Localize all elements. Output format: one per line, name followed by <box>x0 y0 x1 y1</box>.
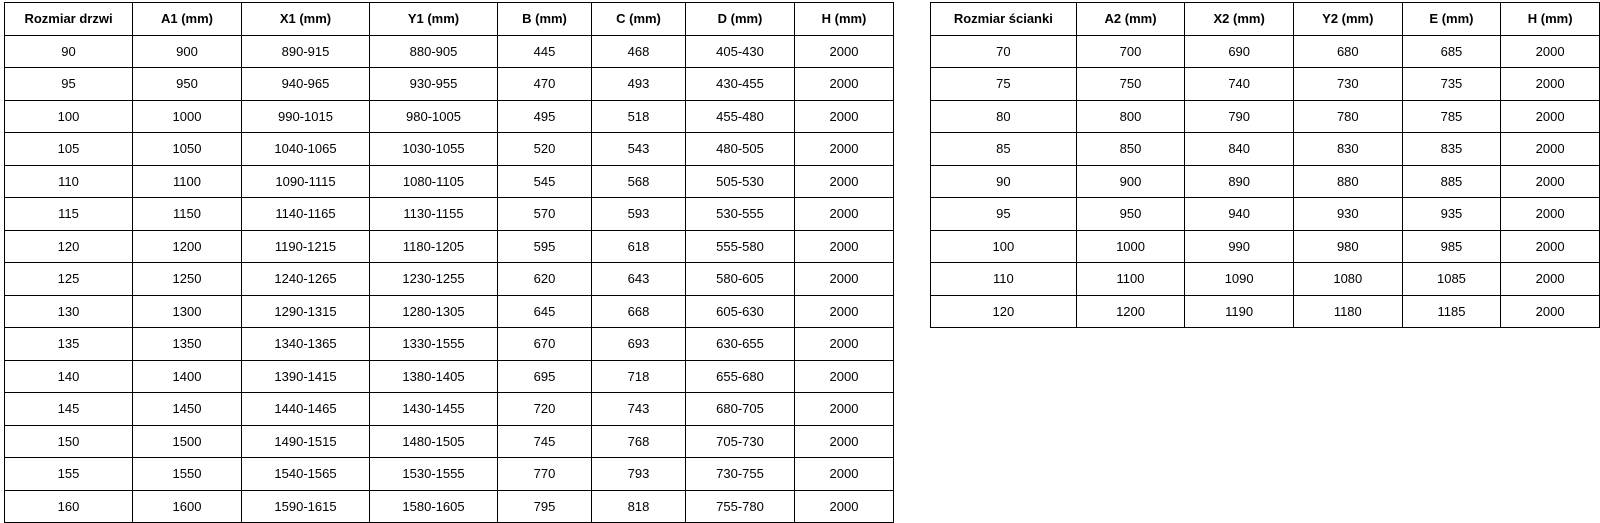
table-row <box>5 458 894 491</box>
table-cell: 1190-1215 <box>242 230 370 263</box>
table-cell: 840 <box>1185 133 1294 166</box>
table-cell: 2000 <box>795 100 894 133</box>
table-cell: 940 <box>1185 198 1294 231</box>
table-cell: 1580-1605 <box>370 490 498 523</box>
table-cell: 95 <box>5 68 133 101</box>
column-header: H (mm) <box>1501 3 1600 36</box>
table-cell: 2000 <box>795 490 894 523</box>
table-cell: 593 <box>592 198 686 231</box>
table-cell: 645 <box>498 295 592 328</box>
table-cell: 930 <box>1293 198 1402 231</box>
table-cell: 2000 <box>795 425 894 458</box>
doors-table-body <box>5 35 894 523</box>
table-cell: 1390-1415 <box>242 360 370 393</box>
table-cell: 1130-1155 <box>370 198 498 231</box>
table-cell: 930-955 <box>370 68 498 101</box>
table-cell: 468 <box>592 35 686 68</box>
table-row <box>931 68 1600 101</box>
table-cell: 1300 <box>133 295 242 328</box>
table-cell: 980-1005 <box>370 100 498 133</box>
table-cell: 1490-1515 <box>242 425 370 458</box>
table-cell: 1500 <box>133 425 242 458</box>
table-cell: 745 <box>498 425 592 458</box>
table-cell: 1180 <box>1293 295 1402 328</box>
table-cell: 120 <box>931 295 1077 328</box>
table-cell: 2000 <box>1501 263 1600 296</box>
table-row <box>5 198 894 231</box>
table-cell: 518 <box>592 100 686 133</box>
table-cell: 580-605 <box>686 263 795 296</box>
table-cell: 2000 <box>1501 35 1600 68</box>
table-row <box>5 35 894 68</box>
table-cell: 110 <box>931 263 1077 296</box>
table-cell: 1000 <box>1076 230 1185 263</box>
table-cell: 630-655 <box>686 328 795 361</box>
table-cell: 700 <box>1076 35 1185 68</box>
table-cell: 1100 <box>133 165 242 198</box>
table-cell: 1230-1255 <box>370 263 498 296</box>
column-header: E (mm) <box>1402 3 1501 36</box>
column-header: X2 (mm) <box>1185 3 1294 36</box>
table-cell: 795 <box>498 490 592 523</box>
table-cell: 680 <box>1293 35 1402 68</box>
table-cell: 668 <box>592 295 686 328</box>
table-cell: 2000 <box>1501 295 1600 328</box>
table-cell: 1440-1465 <box>242 393 370 426</box>
column-header: Rozmiar ścianki <box>931 3 1077 36</box>
table-row <box>931 230 1600 263</box>
column-header: A2 (mm) <box>1076 3 1185 36</box>
table-cell: 570 <box>498 198 592 231</box>
doors-table-head <box>5 3 894 36</box>
table-cell: 1185 <box>1402 295 1501 328</box>
table-cell: 520 <box>498 133 592 166</box>
table-row <box>931 263 1600 296</box>
table-cell: 693 <box>592 328 686 361</box>
table-row <box>5 490 894 523</box>
column-header: B (mm) <box>498 3 592 36</box>
table-cell: 555-580 <box>686 230 795 263</box>
table-cell: 1000 <box>133 100 242 133</box>
table-cell: 1530-1555 <box>370 458 498 491</box>
column-header: D (mm) <box>686 3 795 36</box>
table-cell: 1190 <box>1185 295 1294 328</box>
table-cell: 1200 <box>133 230 242 263</box>
walls-table-head <box>931 3 1600 36</box>
table-cell: 1290-1315 <box>242 295 370 328</box>
table-cell: 530-555 <box>686 198 795 231</box>
table-row <box>5 133 894 166</box>
table-row <box>5 393 894 426</box>
table-cell: 670 <box>498 328 592 361</box>
table-cell: 1090-1115 <box>242 165 370 198</box>
table-cell: 595 <box>498 230 592 263</box>
walls-table-container <box>930 2 1600 328</box>
table-cell: 2000 <box>795 458 894 491</box>
table-cell: 2000 <box>1501 198 1600 231</box>
table-cell: 900 <box>133 35 242 68</box>
table-cell: 1030-1055 <box>370 133 498 166</box>
table-cell: 1590-1615 <box>242 490 370 523</box>
table-cell: 1080-1105 <box>370 165 498 198</box>
table-row <box>5 100 894 133</box>
table-cell: 455-480 <box>686 100 795 133</box>
table-cell: 505-530 <box>686 165 795 198</box>
table-cell: 1400 <box>133 360 242 393</box>
table-cell: 120 <box>5 230 133 263</box>
table-cell: 950 <box>1076 198 1185 231</box>
table-cell: 935 <box>1402 198 1501 231</box>
table-cell: 2000 <box>795 230 894 263</box>
table-cell: 695 <box>498 360 592 393</box>
table-cell: 718 <box>592 360 686 393</box>
table-cell: 1240-1265 <box>242 263 370 296</box>
table-cell: 890-915 <box>242 35 370 68</box>
table-cell: 1090 <box>1185 263 1294 296</box>
table-cell: 800 <box>1076 100 1185 133</box>
table-cell: 1450 <box>133 393 242 426</box>
table-cell: 620 <box>498 263 592 296</box>
table-cell: 1200 <box>1076 295 1185 328</box>
table-cell: 950 <box>133 68 242 101</box>
table-cell: 2000 <box>795 133 894 166</box>
table-cell: 655-680 <box>686 360 795 393</box>
table-cell: 740 <box>1185 68 1294 101</box>
table-cell: 445 <box>498 35 592 68</box>
table-cell: 793 <box>592 458 686 491</box>
table-cell: 835 <box>1402 133 1501 166</box>
walls-dimensions-table <box>930 2 1600 328</box>
table-cell: 730-755 <box>686 458 795 491</box>
table-cell: 880 <box>1293 165 1402 198</box>
column-header: H (mm) <box>795 3 894 36</box>
table-cell: 730 <box>1293 68 1402 101</box>
table-cell: 568 <box>592 165 686 198</box>
column-header: A1 (mm) <box>133 3 242 36</box>
table-cell: 90 <box>931 165 1077 198</box>
doors-dimensions-table <box>4 2 894 523</box>
table-cell: 145 <box>5 393 133 426</box>
table-cell: 685 <box>1402 35 1501 68</box>
table-cell: 1600 <box>133 490 242 523</box>
table-cell: 1180-1205 <box>370 230 498 263</box>
table-cell: 1250 <box>133 263 242 296</box>
table-row <box>5 165 894 198</box>
table-cell: 1350 <box>133 328 242 361</box>
table-cell: 850 <box>1076 133 1185 166</box>
table-cell: 618 <box>592 230 686 263</box>
table-cell: 1380-1405 <box>370 360 498 393</box>
table-cell: 990-1015 <box>242 100 370 133</box>
table-cell: 495 <box>498 100 592 133</box>
table-cell: 1540-1565 <box>242 458 370 491</box>
table-cell: 890 <box>1185 165 1294 198</box>
table-cell: 720 <box>498 393 592 426</box>
table-cell: 493 <box>592 68 686 101</box>
table-cell: 940-965 <box>242 68 370 101</box>
table-cell: 130 <box>5 295 133 328</box>
table-cell: 690 <box>1185 35 1294 68</box>
table-cell: 1550 <box>133 458 242 491</box>
table-cell: 1100 <box>1076 263 1185 296</box>
table-cell: 80 <box>931 100 1077 133</box>
table-cell: 643 <box>592 263 686 296</box>
table-cell: 2000 <box>795 328 894 361</box>
doors-table-container <box>4 2 894 523</box>
table-row <box>5 263 894 296</box>
column-header: X1 (mm) <box>242 3 370 36</box>
table-cell: 990 <box>1185 230 1294 263</box>
table-cell: 405-430 <box>686 35 795 68</box>
table-cell: 430-455 <box>686 68 795 101</box>
table-cell: 85 <box>931 133 1077 166</box>
table-cell: 2000 <box>1501 100 1600 133</box>
table-cell: 100 <box>931 230 1077 263</box>
table-cell: 705-730 <box>686 425 795 458</box>
table-cell: 1140-1165 <box>242 198 370 231</box>
table-cell: 543 <box>592 133 686 166</box>
table-cell: 830 <box>1293 133 1402 166</box>
table-cell: 755-780 <box>686 490 795 523</box>
table-cell: 75 <box>931 68 1077 101</box>
table-cell: 2000 <box>795 263 894 296</box>
table-cell: 2000 <box>795 198 894 231</box>
table-cell: 95 <box>931 198 1077 231</box>
table-cell: 1050 <box>133 133 242 166</box>
table-row <box>5 230 894 263</box>
table-row <box>5 360 894 393</box>
table-cell: 2000 <box>795 68 894 101</box>
table-cell: 1280-1305 <box>370 295 498 328</box>
table-cell: 2000 <box>795 165 894 198</box>
table-header-row <box>931 3 1600 36</box>
table-cell: 1040-1065 <box>242 133 370 166</box>
table-cell: 90 <box>5 35 133 68</box>
table-cell: 735 <box>1402 68 1501 101</box>
table-row <box>931 198 1600 231</box>
table-cell: 785 <box>1402 100 1501 133</box>
table-cell: 110 <box>5 165 133 198</box>
table-cell: 1340-1365 <box>242 328 370 361</box>
table-cell: 105 <box>5 133 133 166</box>
table-cell: 770 <box>498 458 592 491</box>
column-header: Rozmiar drzwi <box>5 3 133 36</box>
table-cell: 818 <box>592 490 686 523</box>
table-cell: 605-630 <box>686 295 795 328</box>
table-cell: 140 <box>5 360 133 393</box>
table-cell: 480-505 <box>686 133 795 166</box>
table-cell: 1085 <box>1402 263 1501 296</box>
table-cell: 135 <box>5 328 133 361</box>
table-row <box>931 100 1600 133</box>
table-cell: 2000 <box>1501 68 1600 101</box>
table-cell: 1430-1455 <box>370 393 498 426</box>
table-cell: 680-705 <box>686 393 795 426</box>
column-header: Y2 (mm) <box>1293 3 1402 36</box>
table-cell: 545 <box>498 165 592 198</box>
table-cell: 980 <box>1293 230 1402 263</box>
table-cell: 2000 <box>1501 165 1600 198</box>
table-cell: 2000 <box>795 393 894 426</box>
table-cell: 780 <box>1293 100 1402 133</box>
table-row <box>5 425 894 458</box>
table-cell: 125 <box>5 263 133 296</box>
table-cell: 985 <box>1402 230 1501 263</box>
table-cell: 900 <box>1076 165 1185 198</box>
table-cell: 2000 <box>795 35 894 68</box>
table-row <box>5 68 894 101</box>
table-cell: 2000 <box>1501 230 1600 263</box>
table-row <box>931 133 1600 166</box>
table-cell: 150 <box>5 425 133 458</box>
walls-table-body <box>931 35 1600 328</box>
table-cell: 743 <box>592 393 686 426</box>
table-cell: 160 <box>5 490 133 523</box>
table-cell: 1480-1505 <box>370 425 498 458</box>
table-row <box>931 295 1600 328</box>
table-cell: 768 <box>592 425 686 458</box>
table-row <box>5 328 894 361</box>
table-row <box>931 165 1600 198</box>
table-cell: 1330-1555 <box>370 328 498 361</box>
table-cell: 100 <box>5 100 133 133</box>
table-cell: 2000 <box>795 295 894 328</box>
column-header: Y1 (mm) <box>370 3 498 36</box>
table-cell: 790 <box>1185 100 1294 133</box>
table-header-row <box>5 3 894 36</box>
table-cell: 2000 <box>795 360 894 393</box>
table-cell: 1150 <box>133 198 242 231</box>
table-row <box>931 35 1600 68</box>
table-cell: 70 <box>931 35 1077 68</box>
table-cell: 470 <box>498 68 592 101</box>
table-cell: 1080 <box>1293 263 1402 296</box>
table-cell: 155 <box>5 458 133 491</box>
column-header: C (mm) <box>592 3 686 36</box>
table-cell: 2000 <box>1501 133 1600 166</box>
table-cell: 885 <box>1402 165 1501 198</box>
table-row <box>5 295 894 328</box>
table-cell: 115 <box>5 198 133 231</box>
table-cell: 880-905 <box>370 35 498 68</box>
table-cell: 750 <box>1076 68 1185 101</box>
